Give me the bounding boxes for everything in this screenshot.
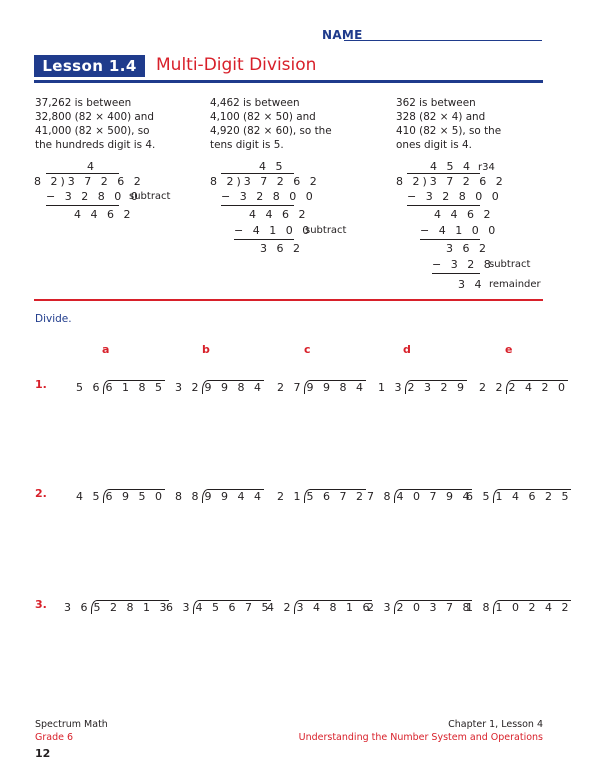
example-3-bar	[407, 173, 480, 174]
example-3-line: 410 (82 × 5), so the	[396, 125, 502, 137]
example-1-note: subtract	[129, 191, 171, 202]
footer-right	[299, 718, 543, 744]
example-1-step: 4 4 6 2	[74, 208, 134, 221]
example-3-note: remainder	[489, 279, 541, 290]
row-label-1: 1.	[35, 378, 47, 391]
example-3-line: 362 is between	[396, 97, 476, 109]
lesson-badge: Lesson 1.4	[34, 55, 145, 77]
name-line	[344, 40, 542, 41]
example-2-step: − 4 1 0 0	[234, 224, 313, 237]
example-3-step: 3 6 2	[446, 242, 489, 255]
example-3-step-rule	[432, 273, 480, 274]
division-problem-3b: 6 3 4 5 6 7 5	[166, 601, 272, 614]
footer-series: Spectrum Math	[35, 719, 108, 730]
example-2-step-rule	[221, 205, 294, 206]
example-2-step: − 3 2 8 0 0	[221, 190, 316, 203]
division-problem-1b: 3 2 9 9 8 4	[175, 381, 264, 394]
example-3-step-rule	[407, 205, 480, 206]
division-problem-1c: 2 7 9 9 8 4	[277, 381, 366, 394]
example-2-line: 4,100 (82 × 50) and	[210, 111, 316, 123]
lesson-title: Multi-Digit Division	[156, 55, 317, 75]
name-label: NAME	[322, 28, 363, 42]
example-2-step-rule	[234, 239, 294, 240]
example-3-step: − 3 2 8 0 0	[407, 190, 502, 203]
example-2-line: 4,920 (82 × 60), so the	[210, 125, 332, 137]
footer-chapter: Chapter 1, Lesson 4	[448, 719, 543, 730]
page-number: 12	[35, 747, 51, 760]
example-2-line: tens digit is 5.	[210, 139, 284, 151]
division-problem-3e: 1 8 1 0 2 4 2	[466, 601, 572, 614]
example-3-quotient: 4 5 4	[430, 160, 473, 173]
example-3-note: subtract	[489, 259, 531, 270]
divide-instruction: Divide.	[35, 313, 72, 325]
column-label-c: c	[304, 343, 311, 356]
example-1-bar	[46, 173, 119, 174]
example-3-text	[396, 96, 501, 152]
example-3-step: − 4 1 0 0	[420, 224, 499, 237]
footer-left	[35, 718, 108, 744]
division-problem-1d: 1 3 2 3 2 9	[378, 381, 467, 394]
example-1-step: − 3 2 8 0 0	[46, 190, 141, 203]
division-problem-2d: 7 8 4 0 7 9 4	[367, 490, 473, 503]
column-label-a: a	[102, 343, 110, 356]
example-2-quotient: 4 5	[259, 160, 286, 173]
footer-unit: Understanding the Number System and Operations	[298, 732, 543, 743]
example-1-step-rule	[46, 205, 119, 206]
example-1-line: the hundreds digit is 4.	[35, 139, 156, 151]
section-rule	[34, 299, 543, 301]
example-3-step: − 3 2 8	[432, 258, 494, 271]
example-1-quotient: 4	[87, 160, 97, 173]
example-3-line: ones digit is 4.	[396, 139, 472, 151]
column-label-d: d	[403, 343, 411, 356]
example-3-remainder-tag: r34	[478, 162, 495, 173]
example-2-line: 4,462 is between	[210, 97, 300, 109]
example-3-line: 328 (82 × 4) and	[396, 111, 486, 123]
division-problem-2a: 4 5 6 9 5 0	[76, 490, 165, 503]
example-1-text	[35, 96, 155, 152]
division-problem-2c: 2 1 5 6 7 2	[277, 490, 366, 503]
example-1-dividend: 8 2)3 7 2 6 2	[34, 175, 144, 188]
footer-grade: Grade 6	[35, 732, 74, 743]
example-2-note: subtract	[305, 225, 347, 236]
row-label-3: 3.	[35, 598, 47, 611]
header-rule	[34, 80, 543, 83]
example-3-step-rule	[420, 239, 480, 240]
column-label-e: e	[505, 343, 513, 356]
division-problem-3a: 3 6 5 2 8 1 3	[64, 601, 170, 614]
example-2-text	[210, 96, 332, 152]
row-label-2: 2.	[35, 487, 47, 500]
division-problem-3d: 2 3 2 0 3 7 8	[367, 601, 473, 614]
example-1-line: 37,262 is between	[35, 97, 132, 109]
division-problem-1e: 2 2 2 4 2 0	[479, 381, 568, 394]
example-3-step: 3 4	[458, 278, 485, 291]
division-problem-2b: 8 8 9 9 4 4	[175, 490, 264, 503]
example-2-step: 4 4 6 2	[249, 208, 309, 221]
example-1-line: 41,000 (82 × 500), so	[35, 125, 150, 137]
example-1-line: 32,800 (82 × 400) and	[35, 111, 154, 123]
division-problem-2e: 6 5 1 4 6 2 5	[466, 490, 572, 503]
division-problem-3c: 4 2 3 4 8 1 6	[267, 601, 373, 614]
column-label-b: b	[202, 343, 210, 356]
example-2-dividend: 8 2)3 7 2 6 2	[210, 175, 320, 188]
example-2-step: 3 6 2	[260, 242, 303, 255]
example-2-bar	[221, 173, 294, 174]
division-problem-1a: 5 6 6 1 8 5	[76, 381, 165, 394]
example-3-dividend: 8 2)3 7 2 6 2	[396, 175, 506, 188]
example-3-step: 4 4 6 2	[434, 208, 494, 221]
